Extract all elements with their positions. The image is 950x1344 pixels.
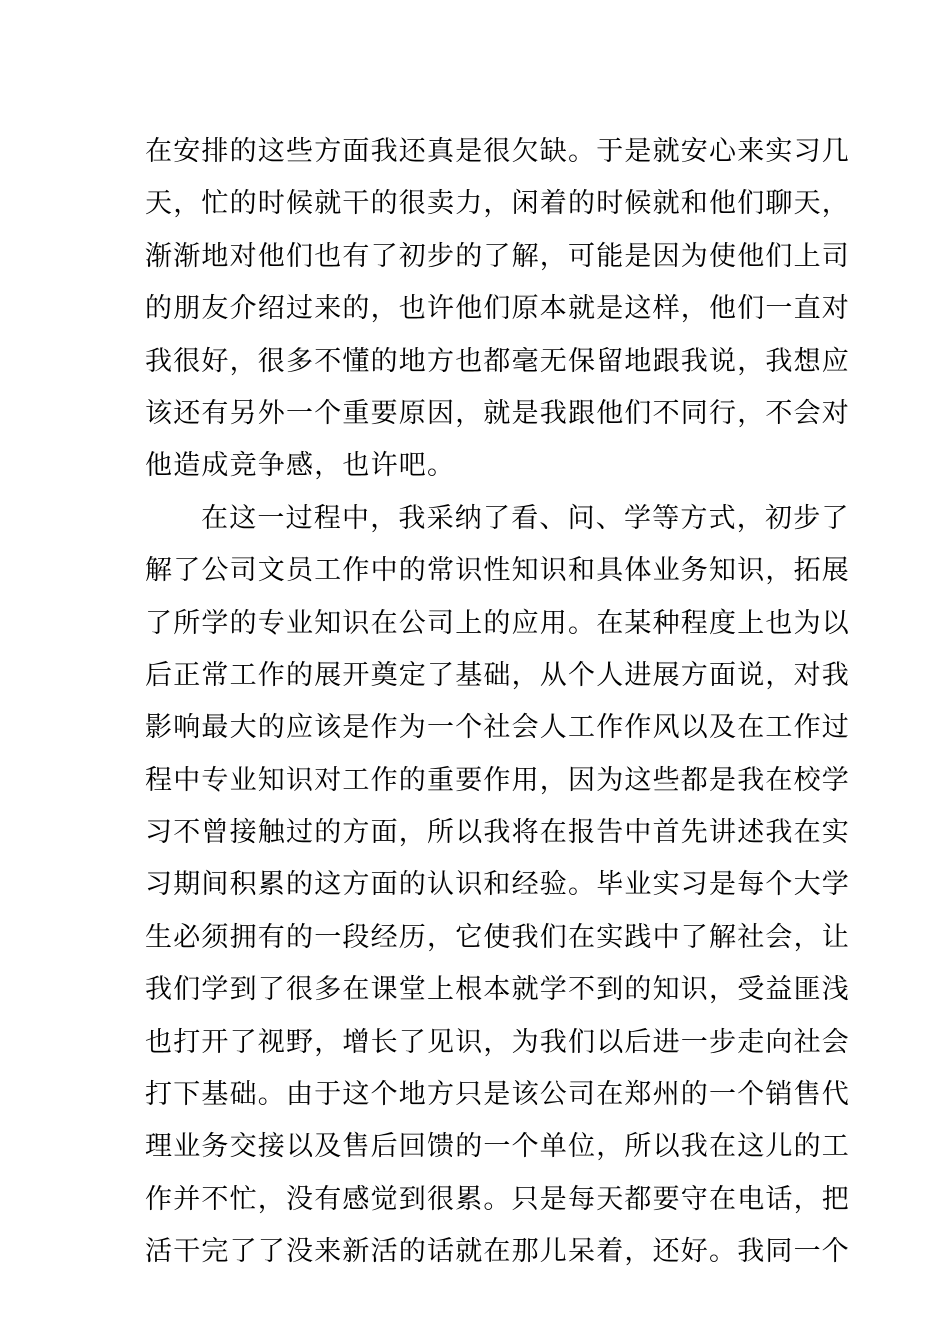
text-line: 解了公司文员工作中的常识性知识和具体业务知识，拓展: [145, 555, 850, 587]
text-line: 影响最大的应该是作为一个社会人工作作风以及在工作过: [145, 712, 850, 744]
text-line: 习不曾接触过的方面，所以我将在报告中首先讲述我在实: [145, 817, 850, 849]
text-line: 作并不忙，没有感觉到很累。只是每天都要守在电话，把: [145, 1183, 850, 1215]
text-line: 的朋友介绍过来的，也许他们原本就是这样，他们一直对: [145, 293, 850, 325]
text-line: 程中专业知识对工作的重要作用，因为这些都是我在校学: [145, 764, 850, 796]
paragraph-first-line: 在这一过程中，我采纳了看、问、学等方式，初步了: [201, 502, 850, 534]
text-line: 我很好，很多不懂的地方也都毫无保留地跟我说，我想应: [145, 345, 850, 377]
text-line: 了所学的专业知识在公司上的应用。在某种程度上也为以: [145, 607, 850, 639]
text-line: 后正常工作的展开奠定了基础，从个人进展方面说，对我: [145, 659, 850, 691]
text-line: 活干完了了没来新活的话就在那儿呆着，还好。我同一个: [145, 1236, 850, 1268]
text-line: 习期间积累的这方面的认识和经验。毕业实习是每个大学: [145, 869, 850, 901]
text-line: 生必须拥有的一段经历，它使我们在实践中了解社会，让: [145, 921, 850, 953]
text-line: 天，忙的时候就干的很卖力，闲着的时候就和他们聊天，: [145, 188, 850, 220]
text-line: 理业务交接以及售后回馈的一个单位，所以我在这儿的工: [145, 1131, 850, 1163]
text-line: 我们学到了很多在课堂上根本就学不到的知识，受益匪浅: [145, 974, 850, 1006]
text-line: 在安排的这些方面我还真是很欠缺。于是就安心来实习几: [145, 136, 850, 167]
body-text: [145, 130, 850, 1283]
text-line: 他造成竞争感，也许吧。: [145, 450, 456, 482]
text-line: 该还有另外一个重要原因，就是我跟他们不同行，不会对: [145, 397, 850, 429]
text-line: 打下基础。由于这个地方只是该公司在郑州的一个销售代: [145, 1079, 850, 1111]
text-line: 也打开了视野，增长了见识，为我们以后进一步走向社会: [145, 1026, 850, 1058]
text-line: 渐渐地对他们也有了初步的了解，可能是因为使他们上司: [145, 240, 850, 272]
